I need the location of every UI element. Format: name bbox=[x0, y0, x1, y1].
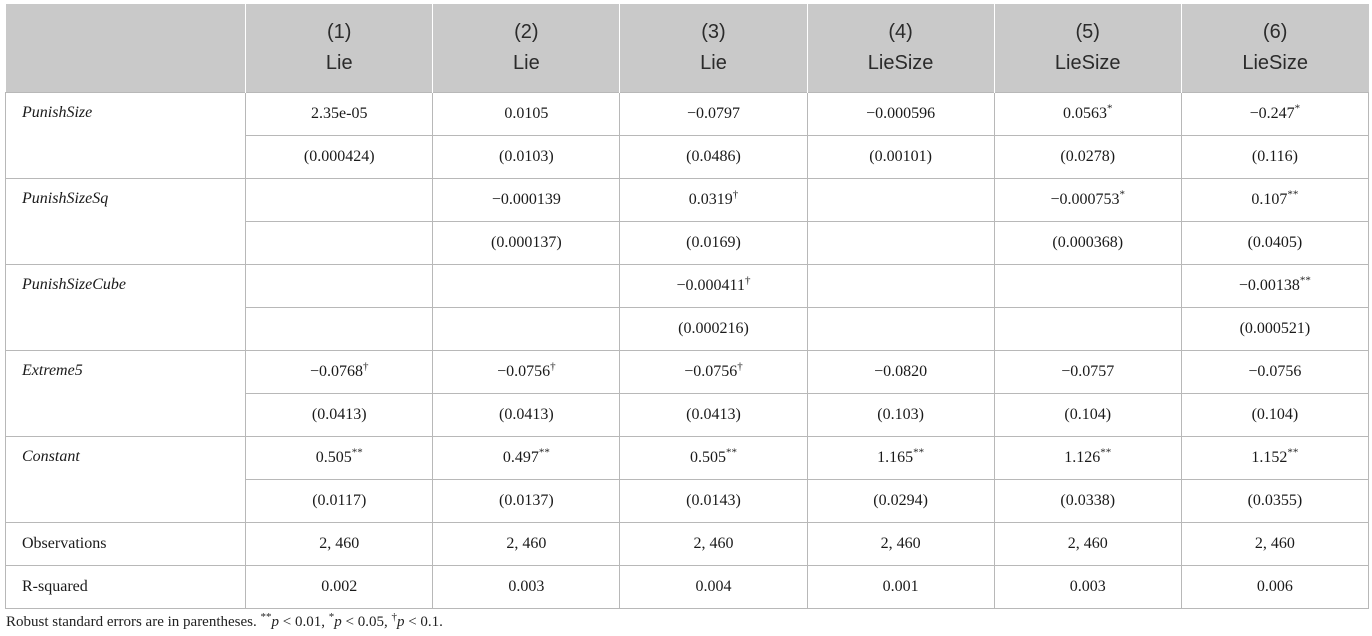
statistic-value: 0.002 bbox=[246, 566, 433, 609]
column-number: (4) bbox=[807, 4, 994, 46]
significance-marker: ** bbox=[1287, 188, 1299, 201]
coefficient-value: −0.0820 bbox=[874, 363, 928, 380]
coefficient-value: −0.00138 bbox=[1238, 277, 1300, 294]
standard-error-cell bbox=[246, 222, 433, 265]
significance-marker: † bbox=[363, 360, 369, 373]
coefficient-row bbox=[6, 351, 1369, 394]
coefficient-value: −0.000411 bbox=[676, 277, 745, 294]
significance-marker: ** bbox=[538, 446, 550, 459]
standard-error-cell: (0.00101) bbox=[807, 136, 994, 179]
significance-marker: ** bbox=[1287, 446, 1299, 459]
table-footnote bbox=[6, 611, 443, 631]
coefficient-value: 1.165 bbox=[877, 449, 914, 466]
coefficient-cell bbox=[1181, 93, 1368, 136]
dependent-variable: Lie bbox=[246, 46, 433, 93]
footnote-p: p bbox=[334, 614, 342, 630]
standard-error-cell: (0.0137) bbox=[433, 480, 620, 523]
coefficient-cell bbox=[246, 437, 433, 480]
statistic-value: 2, 460 bbox=[620, 523, 807, 566]
coefficient-value: −0.0768 bbox=[309, 363, 363, 380]
standard-error-cell: (0.104) bbox=[1181, 394, 1368, 437]
statistic-value: 2, 460 bbox=[994, 523, 1181, 566]
coefficient-value: 1.152 bbox=[1251, 449, 1288, 466]
coefficient-cell bbox=[246, 265, 433, 308]
header-corner bbox=[6, 46, 246, 93]
standard-error-cell: (0.0413) bbox=[433, 394, 620, 437]
footnote-p: p bbox=[271, 614, 280, 630]
footnote-symbol: * bbox=[328, 611, 335, 623]
coefficient-cell bbox=[620, 179, 807, 222]
statistic-value: 2, 460 bbox=[433, 523, 620, 566]
coefficient-row bbox=[6, 265, 1369, 308]
statistic-label: R-squared bbox=[6, 566, 246, 609]
standard-error-cell: (0.000137) bbox=[433, 222, 620, 265]
header-corner bbox=[6, 4, 246, 46]
statistic-value: 0.003 bbox=[994, 566, 1181, 609]
coefficient-cell bbox=[246, 351, 433, 394]
column-number: (5) bbox=[994, 4, 1181, 46]
coefficient-cell bbox=[433, 179, 620, 222]
coefficient-cell bbox=[807, 179, 994, 222]
standard-error-cell: (0.0355) bbox=[1181, 480, 1368, 523]
coefficient-value: −0.0757 bbox=[1061, 363, 1115, 380]
standard-error-cell bbox=[807, 222, 994, 265]
coefficient-cell bbox=[1181, 351, 1368, 394]
coefficient-cell bbox=[807, 437, 994, 480]
coefficient-cell bbox=[433, 351, 620, 394]
dependent-variable: Lie bbox=[433, 46, 620, 93]
coefficient-cell bbox=[620, 437, 807, 480]
coefficient-cell bbox=[1181, 265, 1368, 308]
statistic-value: 0.001 bbox=[807, 566, 994, 609]
coefficient-cell bbox=[246, 93, 433, 136]
coefficient-value: 0.505 bbox=[689, 449, 726, 466]
coefficient-row bbox=[6, 437, 1369, 480]
variable-label: Extreme5 bbox=[6, 351, 246, 437]
standard-error-cell: (0.0413) bbox=[620, 394, 807, 437]
standard-error-cell: (0.0169) bbox=[620, 222, 807, 265]
significance-marker: * bbox=[1106, 102, 1113, 115]
variable-label: PunishSizeSq bbox=[6, 179, 246, 265]
variable-label: Constant bbox=[6, 437, 246, 523]
significance-marker: ** bbox=[1100, 446, 1112, 459]
coefficient-value: 0.505 bbox=[315, 449, 352, 466]
footnote-symbol: † bbox=[391, 611, 397, 623]
standard-error-cell: (0.000521) bbox=[1181, 308, 1368, 351]
coefficient-cell bbox=[620, 265, 807, 308]
coefficient-cell bbox=[994, 179, 1181, 222]
coefficient-value: 0.497 bbox=[502, 449, 539, 466]
footnote-text: < 0.1. bbox=[404, 614, 443, 630]
footnote-p: p bbox=[396, 614, 405, 630]
coefficient-value: −0.0756 bbox=[1248, 363, 1302, 380]
standard-error-cell: (0.116) bbox=[1181, 136, 1368, 179]
standard-error-cell: (0.0413) bbox=[246, 394, 433, 437]
statistic-value: 2, 460 bbox=[807, 523, 994, 566]
footnote-text: < 0.05, bbox=[341, 614, 392, 630]
significance-marker: † bbox=[744, 274, 751, 287]
statistic-value: 2, 460 bbox=[1181, 523, 1368, 566]
coefficient-cell bbox=[620, 351, 807, 394]
statistic-value: 0.003 bbox=[433, 566, 620, 609]
coefficient-value: −0.0797 bbox=[686, 105, 740, 122]
coefficient-cell bbox=[994, 265, 1181, 308]
significance-marker: † bbox=[550, 360, 556, 373]
table-body bbox=[6, 93, 1369, 609]
coefficient-value: −0.0756 bbox=[684, 363, 738, 380]
standard-error-cell: (0.0117) bbox=[246, 480, 433, 523]
dependent-variable: LieSize bbox=[994, 46, 1181, 93]
coefficient-cell bbox=[807, 93, 994, 136]
coefficient-value: −0.000596 bbox=[866, 105, 936, 122]
coefficient-value: −0.247 bbox=[1249, 105, 1295, 122]
significance-marker: * bbox=[1294, 102, 1301, 115]
coefficient-cell bbox=[620, 93, 807, 136]
statistic-row bbox=[6, 523, 1369, 566]
header-row-column-numbers bbox=[6, 4, 1369, 46]
variable-label: PunishSizeCube bbox=[6, 265, 246, 351]
column-number: (1) bbox=[246, 4, 433, 46]
standard-error-cell: (0.000216) bbox=[620, 308, 807, 351]
coefficient-value: 1.126 bbox=[1064, 449, 1101, 466]
header-row-dependent-variables bbox=[6, 46, 1369, 93]
variable-label: PunishSize bbox=[6, 93, 246, 179]
coefficient-cell bbox=[1181, 179, 1368, 222]
coefficient-row bbox=[6, 179, 1369, 222]
coefficient-row bbox=[6, 93, 1369, 136]
footnote-text: < 0.01, bbox=[279, 614, 329, 630]
standard-error-cell: (0.0143) bbox=[620, 480, 807, 523]
statistic-value: 2, 460 bbox=[246, 523, 433, 566]
standard-error-cell: (0.103) bbox=[807, 394, 994, 437]
standard-error-cell: (0.000368) bbox=[994, 222, 1181, 265]
coefficient-value: 0.0319 bbox=[688, 191, 733, 208]
statistic-value: 0.004 bbox=[620, 566, 807, 609]
footnote-text: Robust standard errors are in parentheses. bbox=[6, 614, 261, 630]
standard-error-cell: (0.0405) bbox=[1181, 222, 1368, 265]
statistic-row bbox=[6, 566, 1369, 609]
coefficient-value: 0.0563 bbox=[1062, 105, 1107, 122]
coefficient-value: −0.000753 bbox=[1050, 191, 1120, 208]
coefficient-value: −0.0756 bbox=[497, 363, 551, 380]
coefficient-value: 0.0105 bbox=[504, 105, 549, 122]
coefficient-cell bbox=[433, 265, 620, 308]
dependent-variable: LieSize bbox=[807, 46, 994, 93]
standard-error-cell: (0.000424) bbox=[246, 136, 433, 179]
significance-marker: † bbox=[732, 188, 739, 201]
coefficient-cell bbox=[807, 351, 994, 394]
coefficient-cell bbox=[807, 265, 994, 308]
coefficient-value: −0.000139 bbox=[491, 191, 561, 208]
coefficient-value: 2.35e-05 bbox=[311, 105, 368, 122]
coefficient-cell bbox=[433, 437, 620, 480]
statistic-label: Observations bbox=[6, 523, 246, 566]
standard-error-cell: (0.0278) bbox=[994, 136, 1181, 179]
coefficient-cell bbox=[433, 93, 620, 136]
column-number: (2) bbox=[433, 4, 620, 46]
standard-error-cell: (0.0294) bbox=[807, 480, 994, 523]
coefficient-cell bbox=[246, 179, 433, 222]
standard-error-cell: (0.0103) bbox=[433, 136, 620, 179]
standard-error-cell: (0.0486) bbox=[620, 136, 807, 179]
coefficient-cell bbox=[1181, 437, 1368, 480]
significance-marker: † bbox=[737, 360, 743, 373]
standard-error-cell bbox=[807, 308, 994, 351]
coefficient-cell bbox=[994, 93, 1181, 136]
coefficient-value: 0.107 bbox=[1251, 191, 1288, 208]
column-number: (3) bbox=[620, 4, 807, 46]
table-header bbox=[6, 4, 1369, 93]
significance-marker: * bbox=[1119, 188, 1125, 201]
standard-error-cell: (0.104) bbox=[994, 394, 1181, 437]
coefficient-cell bbox=[994, 351, 1181, 394]
coefficient-cell bbox=[994, 437, 1181, 480]
standard-error-cell bbox=[246, 308, 433, 351]
significance-marker: ** bbox=[1299, 274, 1311, 287]
standard-error-cell: (0.0338) bbox=[994, 480, 1181, 523]
regression-table bbox=[5, 4, 1369, 609]
significance-marker: ** bbox=[351, 446, 363, 459]
standard-error-cell bbox=[433, 308, 620, 351]
dependent-variable: Lie bbox=[620, 46, 807, 93]
column-number: (6) bbox=[1181, 4, 1368, 46]
significance-marker: ** bbox=[725, 446, 737, 459]
significance-marker: ** bbox=[913, 446, 925, 459]
footnote-symbol: ** bbox=[260, 611, 272, 623]
statistic-value: 0.006 bbox=[1181, 566, 1368, 609]
dependent-variable: LieSize bbox=[1181, 46, 1368, 93]
standard-error-cell bbox=[994, 308, 1181, 351]
